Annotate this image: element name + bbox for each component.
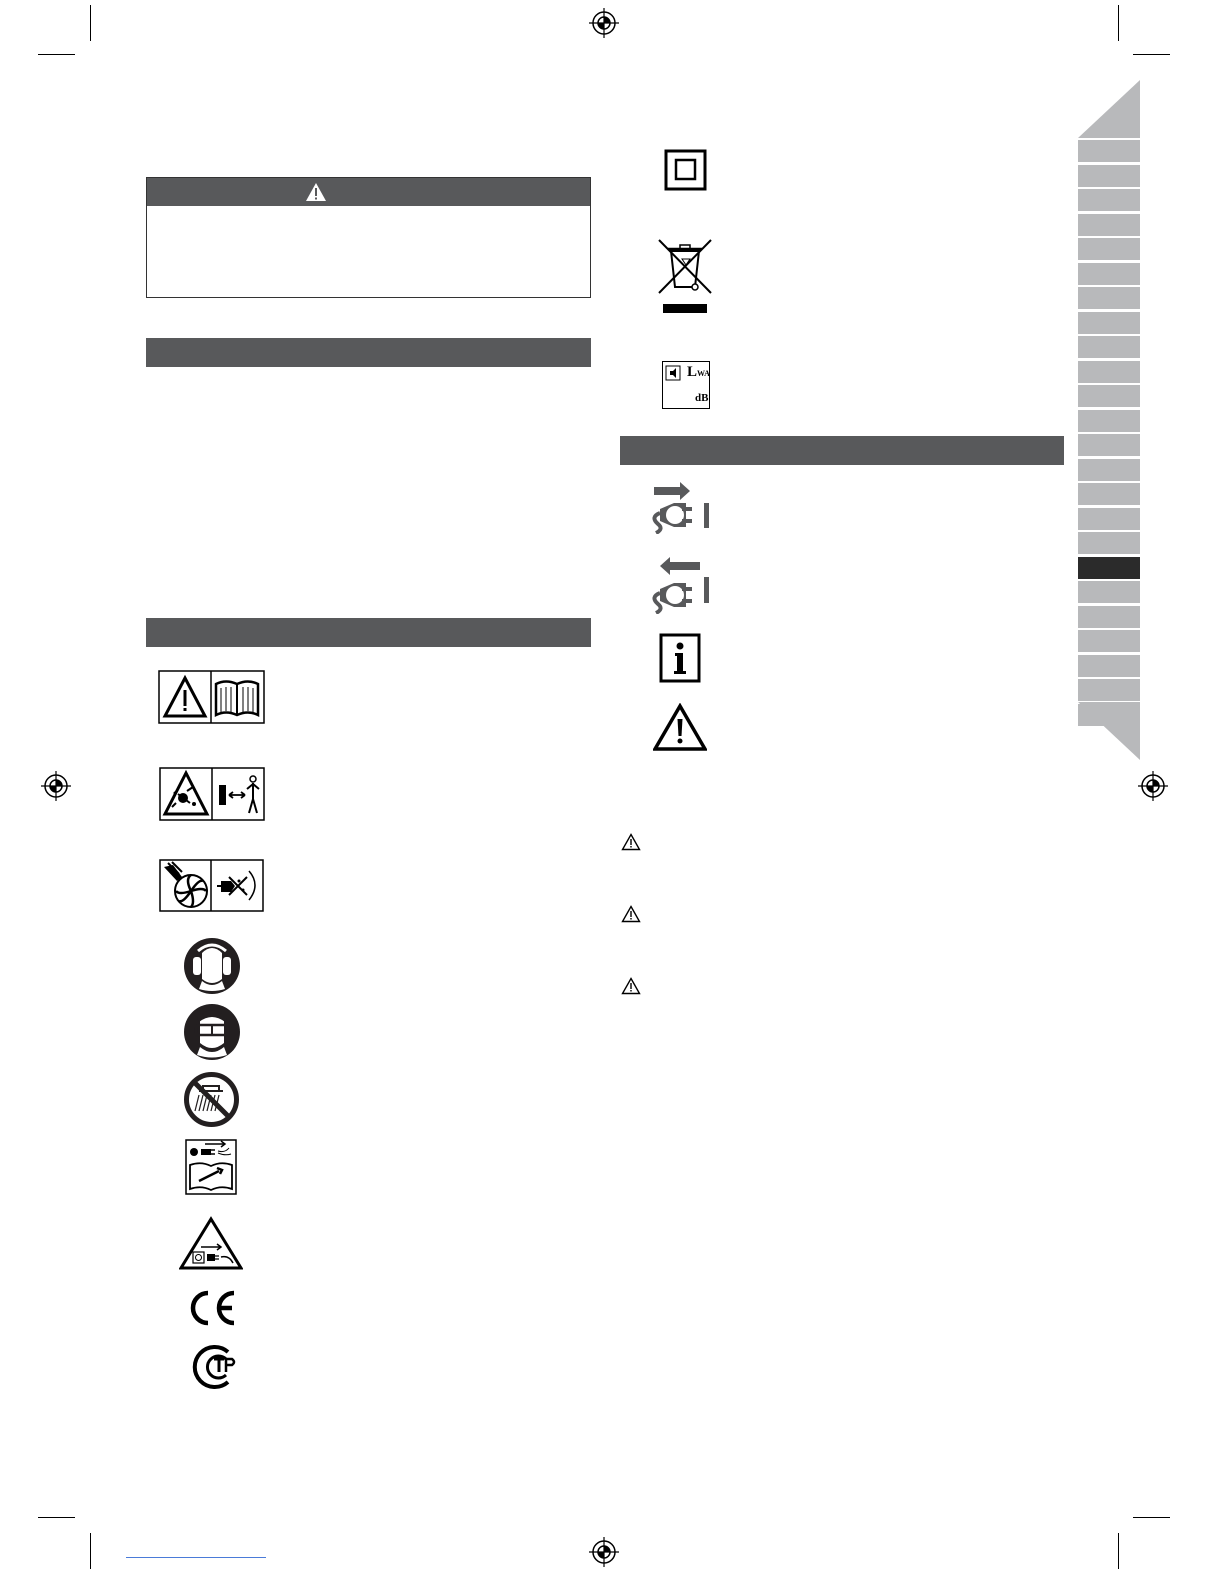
lwa-sub: WA: [697, 369, 710, 378]
no-rain-icon: [183, 1071, 240, 1128]
fan-hand-hazard-icon: [159, 859, 264, 912]
registration-mark-icon: [589, 8, 619, 38]
ear-protection-icon: [183, 937, 241, 995]
registration-mark-icon: [1138, 771, 1168, 801]
plug-connect-icon: [648, 479, 712, 534]
language-tab[interactable]: [1078, 630, 1140, 652]
language-tab[interactable]: [1078, 459, 1140, 481]
double-insulation-icon: [664, 149, 707, 191]
small-warning-icon: [621, 833, 641, 851]
section-header-bar: [146, 618, 591, 647]
language-tab[interactable]: [1078, 483, 1140, 505]
db-unit-label: dB: [695, 392, 709, 404]
language-tab[interactable]: [1078, 214, 1140, 236]
language-tab[interactable]: [1078, 434, 1140, 456]
small-warning-icon: [621, 905, 641, 923]
language-tab-strip: [1078, 140, 1140, 702]
language-tab[interactable]: [1078, 581, 1140, 603]
language-tab[interactable]: [1078, 287, 1140, 309]
language-tab[interactable]: [1078, 336, 1140, 358]
language-tab[interactable]: [1078, 361, 1140, 383]
weee-crossed-bin-icon: [656, 237, 714, 315]
language-tab[interactable]: [1078, 508, 1140, 530]
language-tab[interactable]: [1078, 679, 1140, 701]
section-header-bar: [620, 436, 1064, 465]
caution-triangle-icon: [653, 703, 707, 751]
thrown-objects-keep-distance-icon: [159, 767, 265, 821]
warning-box-header: [147, 178, 590, 206]
language-tab[interactable]: [1078, 238, 1140, 260]
language-tab[interactable]: [1078, 385, 1140, 407]
eac-mark-icon: [186, 1342, 238, 1390]
small-warning-icon: [621, 977, 641, 995]
registration-mark-icon: [41, 771, 71, 801]
tab-strip-bottom-wedge: [1078, 702, 1140, 760]
tab-strip-top-wedge: [1078, 80, 1140, 138]
ce-mark-icon: [186, 1289, 238, 1327]
language-tab[interactable]: [1078, 532, 1140, 554]
section-header-bar: [146, 338, 591, 367]
language-tab[interactable]: [1078, 557, 1140, 579]
language-tab[interactable]: [1078, 312, 1140, 334]
warning-triangle-icon: [305, 182, 327, 202]
information-icon: [659, 633, 701, 683]
lwa-main: L: [687, 364, 698, 380]
plug-disconnect-icon: [648, 554, 712, 614]
language-tab[interactable]: [1078, 165, 1140, 187]
sound-power-lwa-icon: [662, 361, 710, 409]
eye-protection-icon: [183, 1003, 241, 1061]
lwa-label: [687, 365, 710, 381]
speaker-icon: [665, 365, 681, 381]
registration-mark-icon: [589, 1537, 619, 1567]
unplug-before-maintenance-icon: [185, 1139, 237, 1195]
warning-box: [146, 177, 591, 298]
language-tab[interactable]: [1078, 410, 1140, 432]
language-tab[interactable]: [1078, 655, 1140, 677]
language-tab[interactable]: [1078, 189, 1140, 211]
language-tab[interactable]: [1078, 263, 1140, 285]
language-tab[interactable]: [1078, 606, 1140, 628]
language-tab[interactable]: [1078, 140, 1140, 162]
unplug-damaged-cable-icon: [179, 1216, 243, 1270]
read-manual-warning-icon: [158, 670, 265, 724]
